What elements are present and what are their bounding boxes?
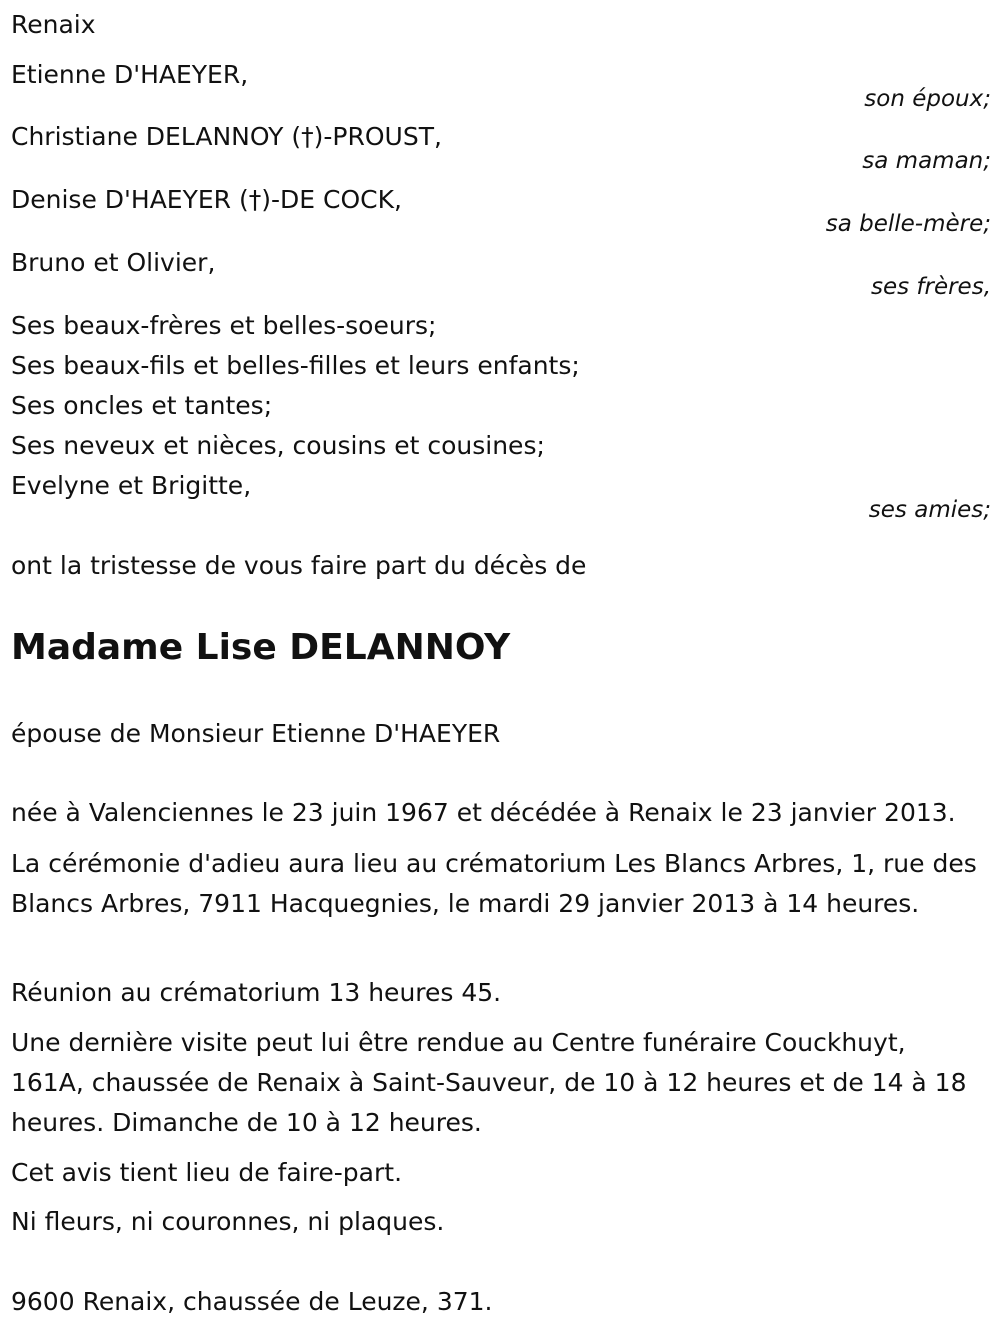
visit-paragraph: Une dernière visite peut lui être rendue au Centre funéraire Couckhuyt, 161A, chaussée de Renaix à Saint-Sauveur, de 10 à 12 heures et de 14 à 18 heures. Dimanche de 10 à 12 heures. bbox=[11, 1028, 967, 1137]
relatives-line: Ses oncles et tantes; bbox=[11, 391, 273, 420]
friends-name: Evelyne et Brigitte, bbox=[11, 471, 252, 500]
relatives-line: Ses beaux-frères et belles-soeurs; bbox=[11, 311, 437, 340]
announcement-line: ont la tristesse de vous faire part du décès de bbox=[11, 551, 587, 580]
address-line: 9600 Renaix, chaussée de Leuze, 371. bbox=[11, 1287, 493, 1316]
spouse-line: épouse de Monsieur Etienne D'HAEYER bbox=[11, 719, 501, 748]
relatives-line: Ses beaux-fils et belles-filles et leurs enfants; bbox=[11, 351, 580, 380]
city-header: Renaix bbox=[11, 10, 96, 39]
notice-line: Cet avis tient lieu de faire-part. bbox=[11, 1158, 403, 1187]
birth-death-line: née à Valenciennes le 23 juin 1967 et décédée à Renaix le 23 janvier 2013. bbox=[11, 798, 956, 827]
family-member-name: Christiane DELANNOY (†)-PROUST, bbox=[11, 122, 442, 151]
family-member-name: Denise D'HAEYER (†)-DE COCK, bbox=[11, 185, 402, 214]
family-member-name: Etienne D'HAEYER, bbox=[11, 60, 249, 89]
family-member-relation: sa belle-mère; bbox=[825, 211, 991, 237]
family-member-relation: son époux; bbox=[864, 86, 991, 112]
family-member-name: Bruno et Olivier, bbox=[11, 248, 216, 277]
friends-relation: ses amies; bbox=[868, 497, 991, 523]
flowers-line: Ni fleurs, ni couronnes, ni plaques. bbox=[11, 1207, 445, 1236]
relatives-line: Ses neveux et nièces, cousins et cousines; bbox=[11, 431, 545, 460]
reunion-line: Réunion au crématorium 13 heures 45. bbox=[11, 978, 502, 1007]
deceased-name: Madame Lise DELANNOY bbox=[11, 627, 511, 668]
ceremony-paragraph: La cérémonie d'adieu aura lieu au crématorium Les Blancs Arbres, 1, rue des Blancs Arbres, 7911 Hacquegnies, le mardi 29 janvier 2013 à 14 heures. bbox=[11, 849, 977, 918]
family-member-relation: ses frères, bbox=[870, 274, 991, 300]
family-member-relation: sa maman; bbox=[862, 148, 991, 174]
